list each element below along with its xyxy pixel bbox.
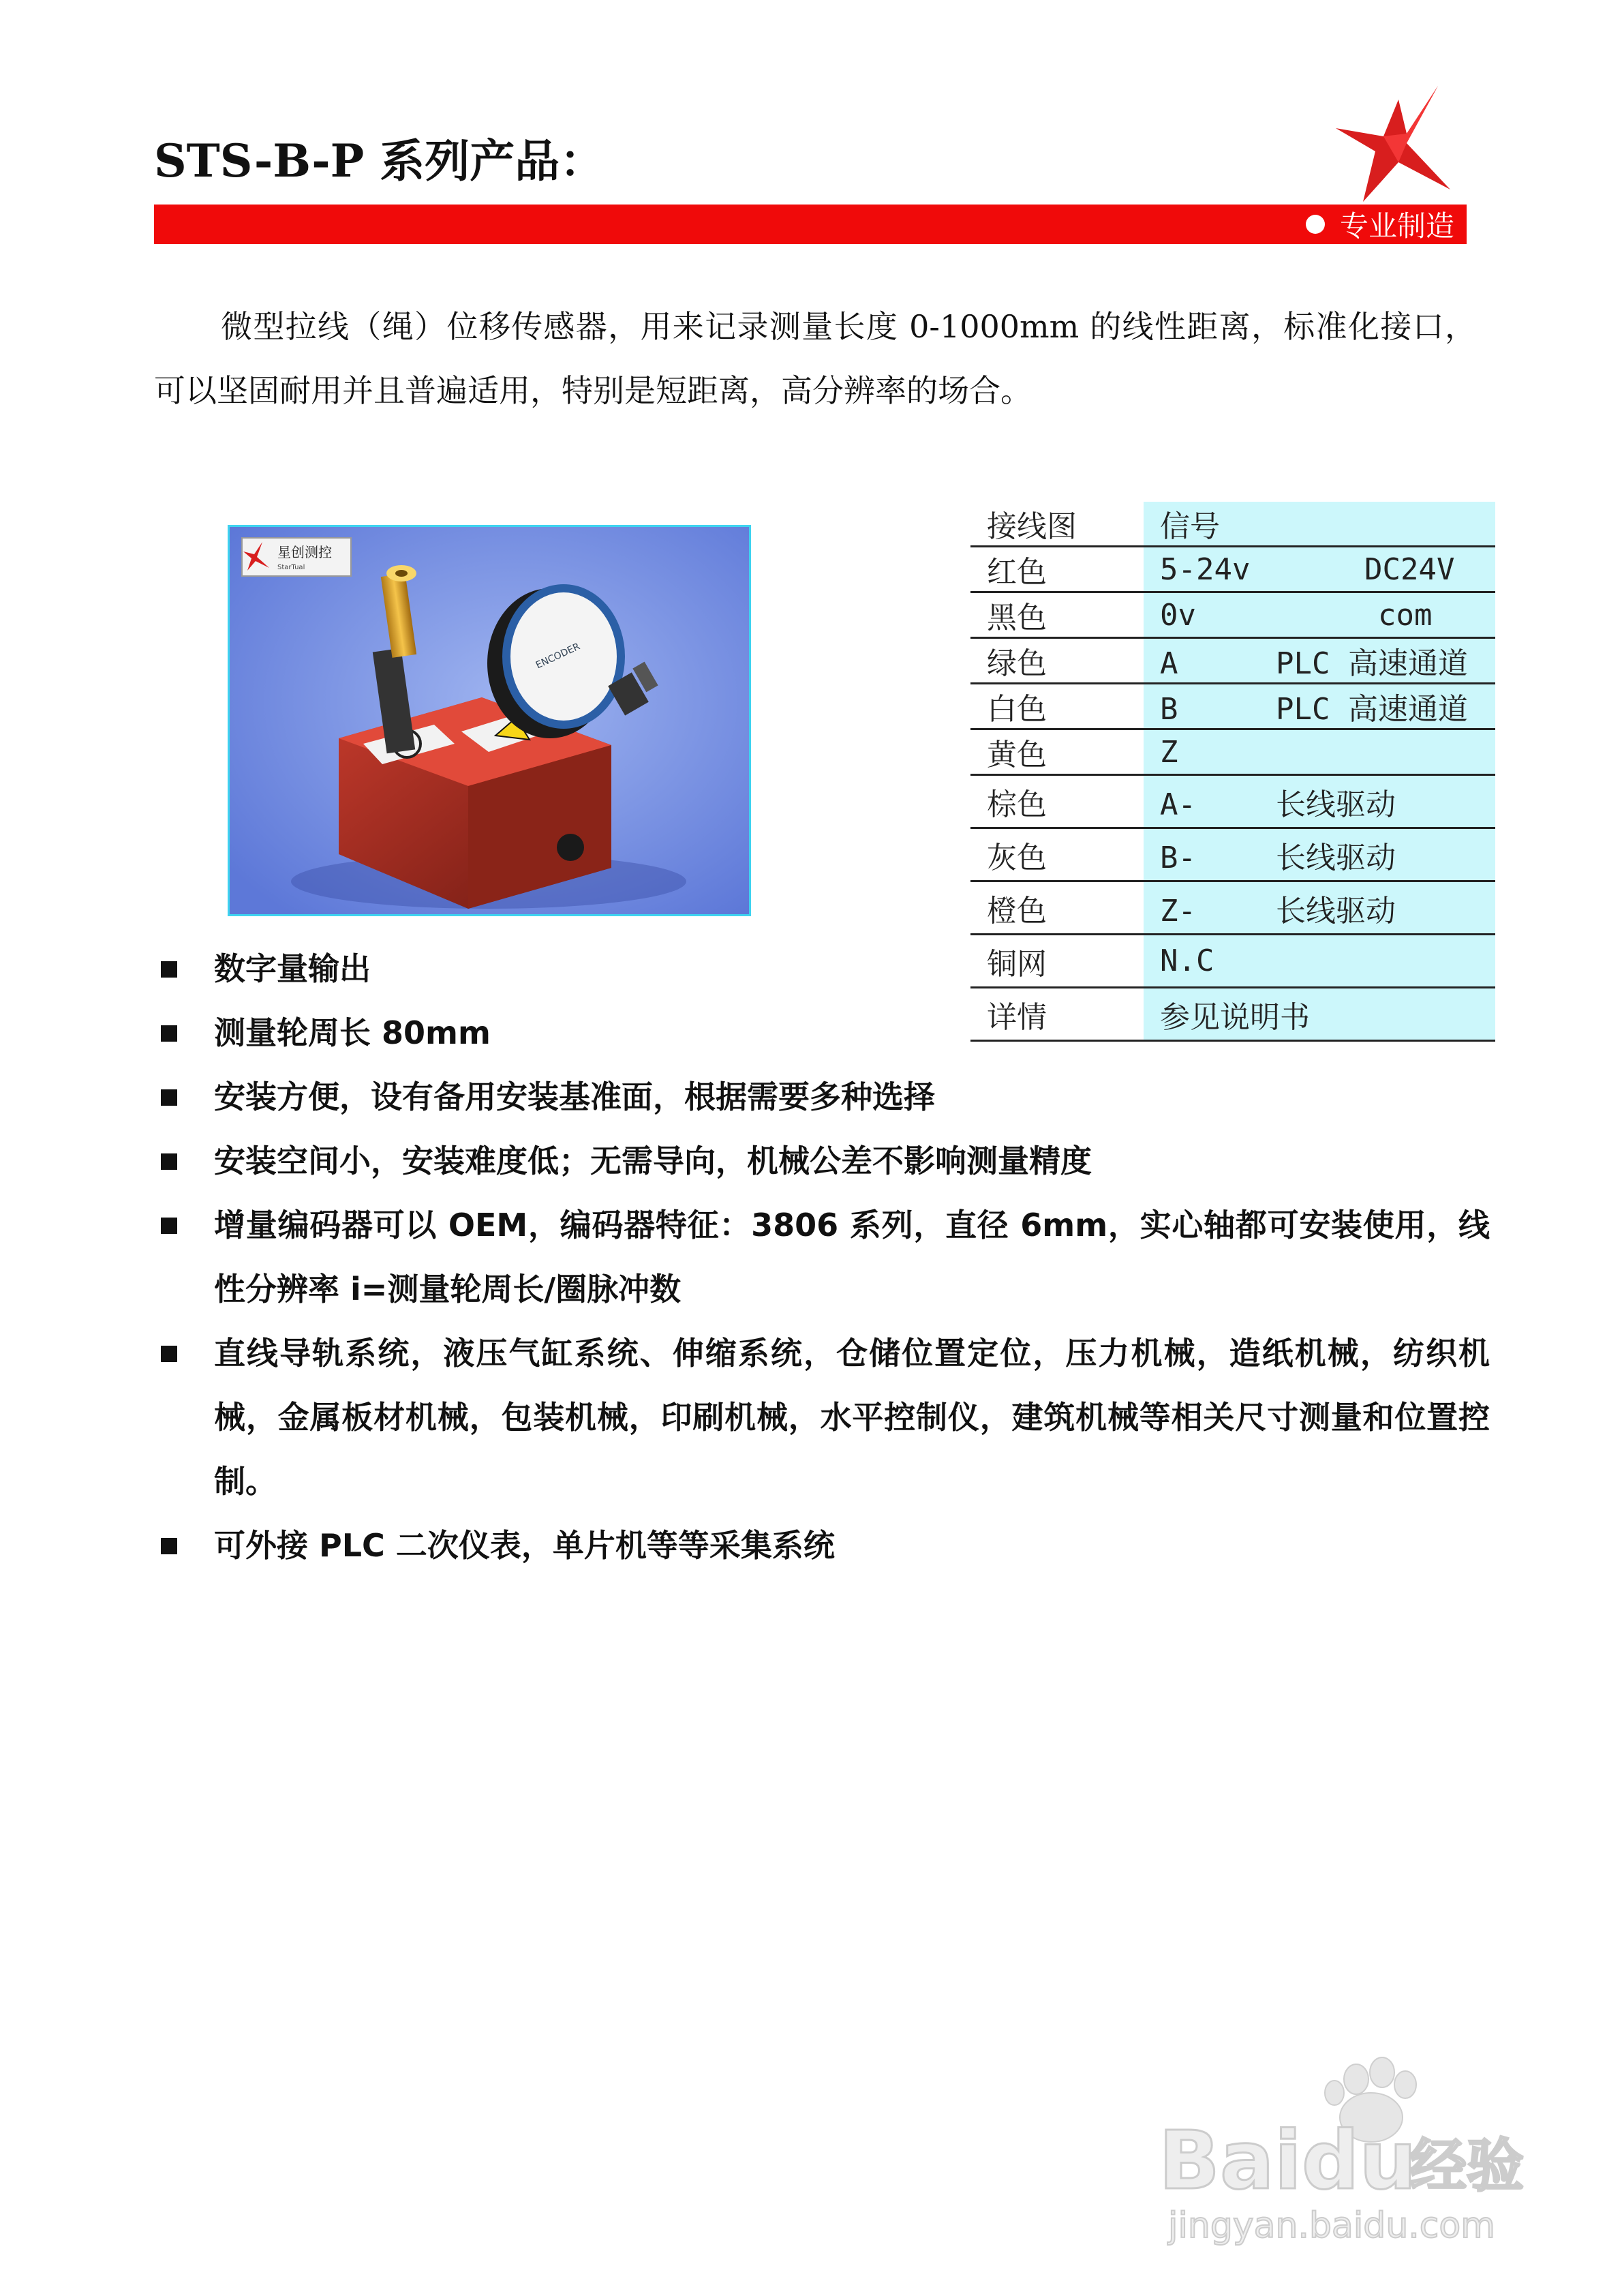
page-title: STS-B-P 系列产品：	[154, 134, 605, 187]
wire-signal: 参见说明书	[1160, 999, 1310, 1035]
feature-text: 直线导轨系统，液压气缸系统、伸缩系统，仓储位置定位，压力机械，造纸机械，纺织机械，金属板材机械，包装机械，印刷机械，水平控制仪，建筑机械等相关尺寸测量和位置控制。	[214, 1335, 1490, 1500]
wire-signal-cell	[1144, 775, 1495, 828]
table-row	[970, 547, 1495, 592]
wire-desc: PLC 高速通道	[1276, 646, 1468, 681]
feature-text: 增量编码器可以 OEM，编码器特征：3806 系列，直径 6mm，实心轴都可安装使用，线性分辨率 i=测量轮周长/圈脉冲数	[214, 1207, 1490, 1308]
feature-item	[154, 1513, 1490, 1577]
header-cell-color: 接线图	[970, 502, 1144, 547]
bullet-square-icon	[161, 1538, 177, 1554]
bullet-square-icon	[161, 1153, 177, 1170]
wire-signal: A	[1160, 646, 1178, 681]
bullet-square-icon	[161, 961, 177, 978]
feature-text: 数字量输出	[214, 950, 371, 987]
wire-desc: 长线驱动	[1276, 787, 1396, 822]
wire-color: 白色	[970, 684, 1144, 729]
feature-item	[154, 1193, 1490, 1321]
feature-text: 安装空间小，安装难度低；无需导向，机械公差不影响测量精度	[214, 1143, 1092, 1179]
wire-desc: 长线驱动	[1276, 840, 1396, 875]
brand-plate-text: 星创测控	[277, 544, 332, 560]
wire-signal: N.C	[1160, 943, 1214, 978]
wire-signal-cell	[1144, 592, 1495, 638]
svg-text:ENCODER: ENCODER	[534, 641, 582, 671]
wire-signal-cell	[1144, 881, 1495, 935]
intro-paragraph: 微型拉线（绳）位移传感器，用来记录测量长度 0-1000mm 的线性距离，标准化接口，可以坚固耐用并且普遍适用，特别是短距离，高分辨率的场合。	[154, 308, 1476, 409]
wire-color: 铜网	[970, 935, 1144, 988]
wire-desc: 长线驱动	[1276, 893, 1396, 928]
wire-signal-cell	[1144, 547, 1495, 592]
wire-desc: com	[1378, 597, 1433, 633]
bullet-square-icon	[161, 1346, 177, 1362]
wire-color: 灰色	[970, 828, 1144, 881]
header-banner	[154, 205, 1467, 244]
wire-signal-cell	[1144, 684, 1495, 729]
watermark-brand: Baidu	[1159, 2113, 1417, 2207]
wire-signal-cell	[1144, 638, 1495, 684]
wire-signal-cell	[1144, 729, 1495, 775]
wire-color: 橙色	[970, 881, 1144, 935]
banner-label	[1306, 205, 1454, 244]
star-logo-icon	[1336, 80, 1458, 210]
bullet-square-icon	[161, 1089, 177, 1106]
wire-signal: 0v	[1160, 597, 1196, 633]
banner-text: 专业制造	[1339, 209, 1454, 243]
wire-color: 详情	[970, 988, 1144, 1041]
wire-color: 黑色	[970, 592, 1144, 638]
wire-signal: 5-24v	[1160, 552, 1251, 587]
feature-item	[154, 937, 1490, 1001]
wire-signal: B-	[1160, 840, 1196, 875]
wire-color: 棕色	[970, 775, 1144, 828]
watermark-url: jingyan.baidu.com	[1168, 2205, 1495, 2246]
table-row	[970, 828, 1495, 881]
table-header-row	[970, 502, 1495, 547]
table-row	[970, 684, 1495, 729]
header-cell-signal: 信号	[1144, 502, 1495, 547]
wire-signal: A-	[1160, 787, 1196, 822]
wire-signal: Z-	[1160, 893, 1196, 928]
table-row	[970, 881, 1495, 935]
watermark-label: 经验	[1409, 2132, 1525, 2199]
wire-color: 黄色	[970, 729, 1144, 775]
bullet-square-icon	[161, 1025, 177, 1042]
product-photo	[228, 525, 751, 916]
feature-item	[154, 1321, 1490, 1513]
brand-plate-subtext: StarTual	[277, 564, 305, 571]
feature-text: 可外接 PLC 二次仪表，单片机等等采集系统	[214, 1527, 835, 1564]
wire-signal: B	[1160, 692, 1178, 727]
bullet-square-icon	[161, 1218, 177, 1234]
feature-text: 安装方便，设有备用安装基准面，根据需要多种选择	[214, 1078, 935, 1115]
feature-item	[154, 1065, 1490, 1129]
table-row	[970, 775, 1495, 828]
wire-desc: PLC 高速通道	[1276, 692, 1468, 727]
sensor-illustration	[230, 527, 749, 914]
table-row	[970, 592, 1495, 638]
table-row	[970, 729, 1495, 775]
feature-item	[154, 1001, 1490, 1065]
bullet-dot-icon	[1306, 215, 1325, 234]
wire-color: 绿色	[970, 638, 1144, 684]
wire-desc: DC24V	[1364, 552, 1455, 587]
table-row	[970, 638, 1495, 684]
wire-color: 红色	[970, 547, 1144, 592]
baidu-jingyan-watermark	[1152, 2052, 1547, 2256]
feature-text: 测量轮周长 80mm	[214, 1014, 491, 1051]
feature-item	[154, 1129, 1490, 1193]
wire-signal: Z	[1160, 734, 1178, 770]
wire-signal-cell	[1144, 828, 1495, 881]
